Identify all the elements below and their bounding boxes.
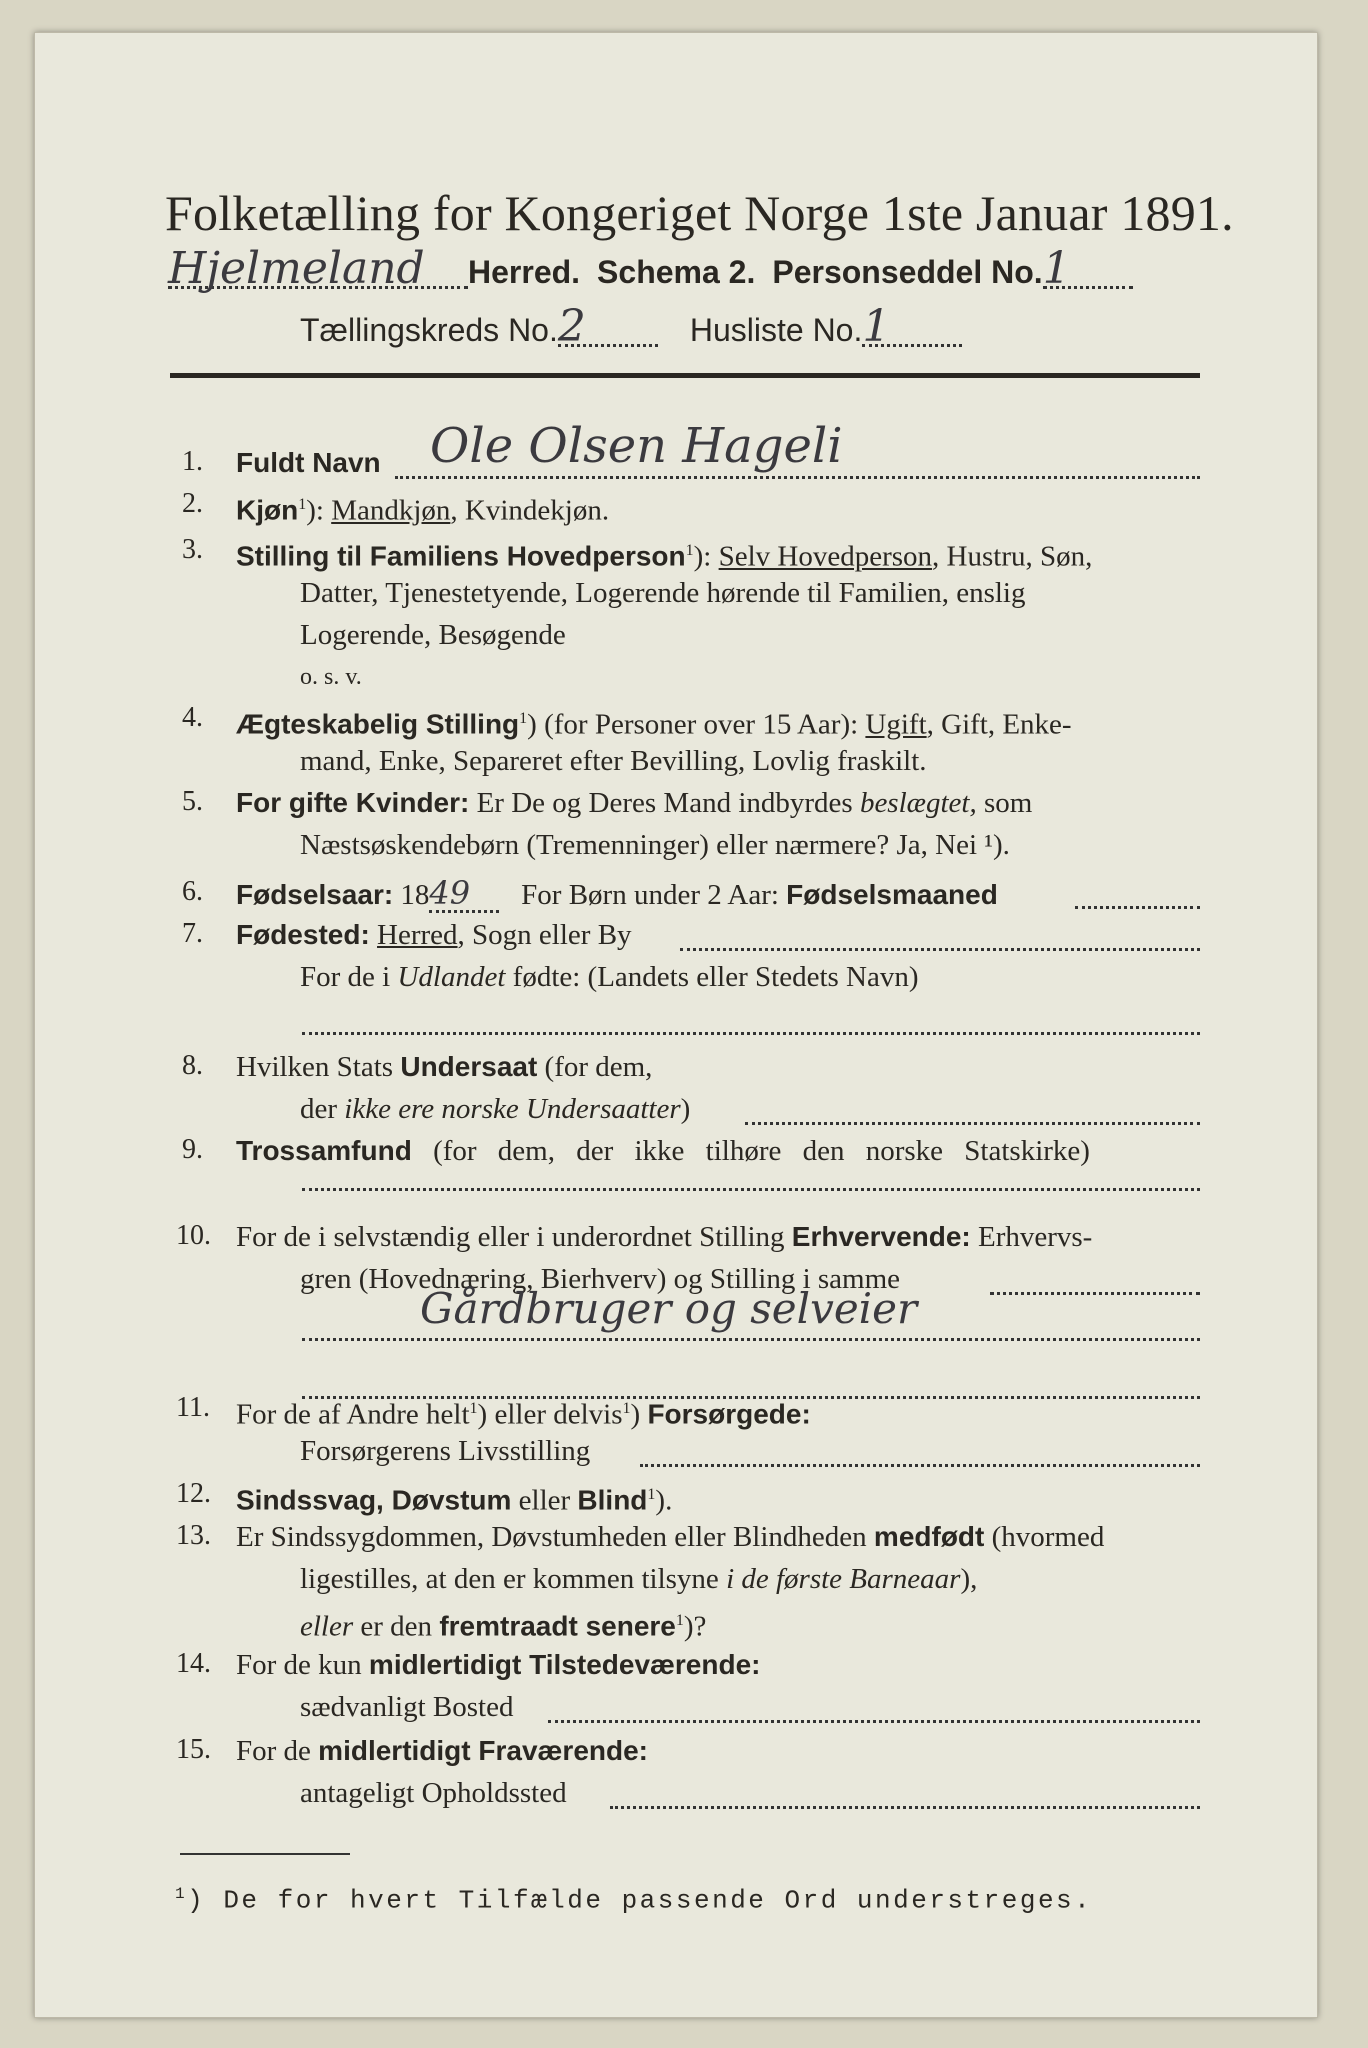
item-3: Stilling til Familiens Hovedperson$^1$): Selv Hovedperson, Hustru, Søn, [236, 540, 1093, 573]
item-number: 8. [182, 1050, 203, 1081]
item-number: 7. [182, 918, 203, 949]
item-number: 11. [176, 1392, 210, 1423]
item-number: 3. [182, 534, 203, 565]
erhverv-value: Gårdbruger og selveier [420, 1284, 918, 1333]
item-5: For gifte Kvinder: Er De og Deres Mand indbyrdes beslægtet, som [236, 787, 1033, 819]
fill-line [610, 1806, 1200, 1809]
item-1 [236, 446, 381, 480]
fuldt-navn-label: Fuldt Navn [236, 447, 381, 478]
kreds-label: Tællingskreds No. [300, 312, 558, 348]
header-rule [170, 373, 1200, 378]
fill-line [302, 1338, 1200, 1341]
fill-line [990, 1292, 1200, 1295]
item-12: Sindssvag, Døvstum eller Blind$^1$). [236, 1484, 673, 1517]
item-number: 12. [176, 1478, 211, 1509]
fill-line [302, 1188, 1200, 1191]
footnote-rule [180, 1853, 350, 1855]
item-14: For de kun midlertidigt Tilstedeværende: [236, 1649, 761, 1681]
fill-line [640, 1464, 1200, 1467]
schema-label: Schema 2. [597, 254, 756, 290]
item-number: 10. [176, 1220, 211, 1251]
kreds-value: 2 [558, 310, 658, 347]
item-number: 15. [176, 1734, 211, 1765]
personseddel-label: Personseddel No. [772, 254, 1043, 290]
husliste-value: 1 [862, 310, 962, 347]
item-number: 14. [176, 1648, 211, 1679]
fill-line [395, 476, 1200, 479]
item-number: 13. [176, 1520, 211, 1551]
item-number: 2. [182, 488, 203, 519]
fill-line [548, 1720, 1200, 1723]
personseddel-value: 1 [1043, 252, 1133, 289]
fuldt-navn-value: Ole Olsen Hageli [430, 418, 843, 474]
item-number: 4. [182, 702, 203, 733]
item-number: 1. [182, 446, 203, 477]
husliste-label: Husliste No. [689, 312, 863, 348]
item-15: For de midlertidigt Fraværende: [236, 1735, 649, 1767]
item-8: Hvilken Stats Undersaat (for dem, [236, 1051, 653, 1083]
item-7: Fødested: Herred, Sogn eller By [236, 919, 632, 951]
herred-label: Herred. [468, 254, 581, 290]
item-6: Fødselsaar: 1849 For Børn under 2 Aar: Fødselsmaaned [236, 874, 998, 912]
item-4: Ægteskabelig Stilling$^1$) (for Personer over 15 Aar): Ugift, Gift, Enke- [236, 708, 1072, 741]
item-10: For de i selvstændig eller i underordnet Stilling Erhvervende: Erhvervs- [236, 1221, 1093, 1253]
item-number: 6. [182, 876, 203, 907]
item-2: Kjøn$^1$): Mandkjøn, Kvindekjøn. [236, 494, 610, 527]
herred-line [168, 243, 1133, 294]
herred-value: Hjelmeland [168, 252, 468, 289]
fill-line [680, 948, 1200, 951]
fill-line [302, 1032, 1200, 1035]
kreds-line [300, 301, 962, 352]
item-number: 5. [182, 786, 203, 817]
footnote: $^1$) De for hvert Tilfælde passende Ord understreges. [175, 1885, 1093, 1916]
item-13: Er Sindssygdommen, Døvstumheden eller Blindheden medfødt (hvormed [236, 1521, 1105, 1553]
item-number: 9. [182, 1134, 203, 1165]
fill-line [1075, 906, 1200, 909]
item-9: Trossamfund (for dem, der ikke tilhøre den norske Statskirke) [236, 1135, 1090, 1167]
fill-line [745, 1122, 1200, 1125]
item-11: For de af Andre helt$^1$) eller delvis$^1$) Forsørgede: [236, 1398, 811, 1431]
form-title: Folketælling for Kongeriget Norge 1ste Januar 1891. [165, 185, 1234, 241]
